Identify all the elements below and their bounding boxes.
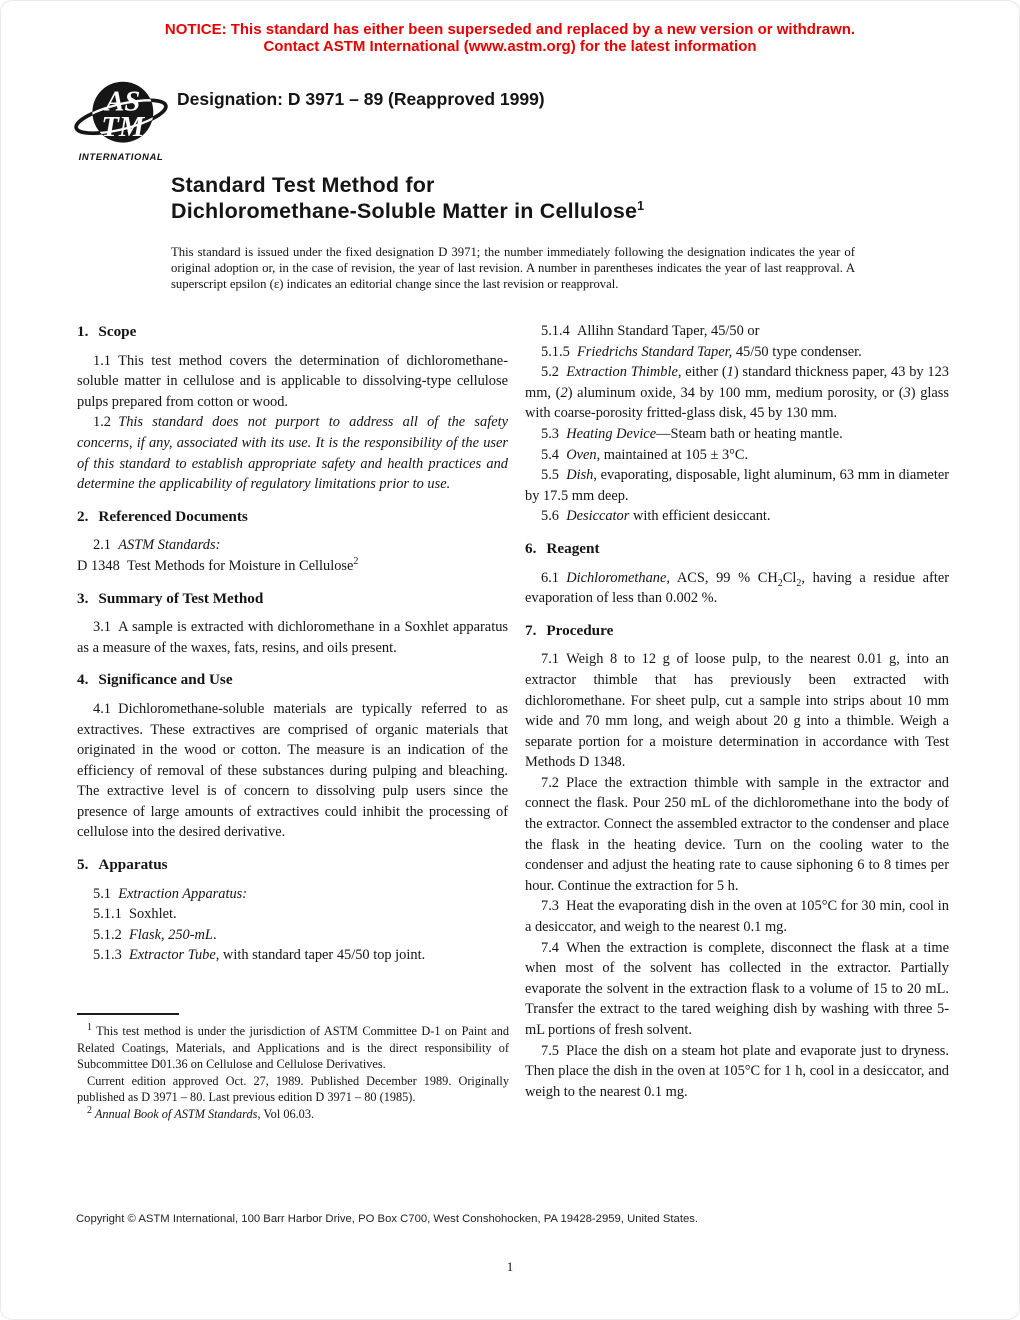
astm-globe-icon xyxy=(73,77,169,151)
section-heading: 7. Procedure xyxy=(525,621,614,639)
title-footnote-ref: 1 xyxy=(637,198,645,213)
issuance-note: This standard is issued under the fixed designation D 3971; the number immediately following the designation indicates the year of original adoption or, in the case of revision, the year of last revision. A number in parentheses indicates the year of last reapproval. A superscript epsilon (ε) indicates an editorial change since the last revision or reapproval. xyxy=(171,245,855,292)
paragraph: 1.1 This test method covers the determination of dichloromethane-soluble matter in cellulose and is applicable to dissolving-type cellulose pulps prepared from cotton or wood. xyxy=(77,352,508,410)
notice-line-2: Contact ASTM International (www.astm.org) for the latest information xyxy=(263,37,757,55)
svg-text:TM: TM xyxy=(101,112,145,144)
logo-caption: INTERNATIONAL xyxy=(78,152,164,163)
paragraph: 5.1.4 Allihn Standard Taper, 45/50 or xyxy=(541,323,760,339)
paragraph: 5.1.5 Friedrichs Standard Taper, 45/50 type condenser. xyxy=(541,343,862,360)
section-heading: 1. Scope xyxy=(77,323,137,340)
copyright-line: Copyright © ASTM International, 100 Barr Harbor Drive, PO Box C700, West Conshohocken, PA 19428-2959, United States. xyxy=(76,1213,699,1225)
paragraph: 5.1.3 Extractor Tube, with standard taper 45/50 top joint. xyxy=(93,947,426,964)
section-heading: 5. Apparatus xyxy=(77,856,168,874)
astm-logo xyxy=(73,77,169,163)
section-heading: 6. Reagent xyxy=(525,539,600,557)
section-heading: 3. Summary of Test Method xyxy=(77,589,264,607)
paragraph: $^1$ This test method is under the jurisdiction of ASTM Committee D-1 on Paint and Related Coatings, Materials, and Applications and is the direct responsibility of Subcommittee D01.36 on Cellulose and Cellulose Derivatives. xyxy=(77,1021,509,1072)
paragraph: 7.3 Heat the evaporating dish in the oven at 105°C for 30 min, cool in a desiccator, and weigh to the nearest 0.1 mg. xyxy=(525,898,949,936)
designation: Designation: D 3971 – 89 (Reapproved 1999) xyxy=(177,89,545,109)
paragraph: 2.1 ASTM Standards: xyxy=(93,537,221,554)
paragraph: 4.1 Dichloromethane-soluble materials are typically referred to as extractives. These extractives are comprised of organic materials that originated in the wood or cotton. The measure is an indication of the efficiency of removal of these substances during pulping and bleaching. The extractive level is of concern to dissolving pulp users since the presence of large amounts of extractives could inhibit the processing of cellulose into the desired derivative. xyxy=(77,700,508,841)
page-title xyxy=(171,172,644,224)
supersession-notice xyxy=(1,22,1019,55)
paragraph: 5.6 Desiccator with efficient desiccant. xyxy=(541,508,771,525)
section-heading: 4. Significance and Use xyxy=(77,671,233,689)
paragraph: 5.5 Dish, evaporating, disposable, light aluminum, 63 mm in diameter by 17.5 mm deep. xyxy=(525,467,949,504)
title-line-1: Standard Test Method for xyxy=(171,173,435,197)
title-line-2: Dichloromethane-Soluble Matter in Cellulose$^1$ xyxy=(171,198,645,223)
paragraph: 5.1.1 Soxhlet. xyxy=(93,906,177,923)
paragraph: 5.3 Heating Device—Steam bath or heating mantle. xyxy=(541,425,843,442)
paragraph: 7.2 Place the extraction thimble with sample in the extractor and connect the flask. Pour 250 mL of the dichloromethane into the body of the extractor. Connect the assembled extractor to the condenser and place the flask in the heating device. Turn on the cooling water to the condenser and adjust the heating rate to cause siphoning 6 to 8 times per hour. Continue the extraction for 5 h. xyxy=(525,774,949,894)
footnote-list xyxy=(77,1023,509,1123)
paragraph: 5.2 Extraction Thimble, either (1) standard thickness paper, 43 by 123 mm, (2) aluminum oxide, 34 by 100 mm, medium porosity, or (3) glass with coarse-porosity fritted-glass disk, 45 by 130 mm. xyxy=(525,364,950,422)
paragraph: 5.4 Oven, maintained at 105 ± 3°C. xyxy=(541,446,749,463)
paragraph: 5.1.2 Flask, 250-mL. xyxy=(93,926,217,943)
left-column xyxy=(77,321,508,966)
section-heading: 2. Referenced Documents xyxy=(77,507,248,525)
paragraph: D 1348 Test Methods for Moisture in Cellulose$^2$ xyxy=(77,556,359,574)
paragraph: 7.4 When the extraction is complete, disconnect the flask at a time when most of the solvent has collected in the extractor. Partially evaporate the solvent in the extraction flask to a volume of 15 to 20 mL. Transfer the extract to the tared weighing dish by washing with three 5-mL portions of fresh solvent. xyxy=(525,939,949,1038)
right-column xyxy=(525,321,949,1102)
paragraph: 6.1 Dichloromethane, ACS, 99 % $CH_2Cl_2$, having a residue after evaporation of less than 0.002 %. xyxy=(525,569,949,607)
paragraph: Current edition approved Oct. 27, 1989. Published December 1989. Originally published as D 3971 – 80. Last previous edition D 3971 – 80 (1985). xyxy=(77,1073,509,1105)
paragraph: 7.1 Weigh 8 to 12 g of loose pulp, to the nearest 0.01 g, into an extractor thimble that has previously been extracted with dichloromethane. For sheet pulp, cut a sample into strips about 10 mm wide and 70 mm long, and weigh about 20 g into a thimble. Weigh a separate portion for a moisture determination in accordance with Test Methods D 1348. xyxy=(525,651,949,771)
paragraph: 7.5 Place the dish on a steam hot plate and evaporate just to dryness. Then place the dish in the oven at 105°C for 1 h, cool in a desiccator, and weigh to the nearest 0.1 mg. xyxy=(525,1042,949,1100)
page-number: 1 xyxy=(506,1259,514,1274)
paragraph: $^2$ Annual Book of ASTM Standards, Vol 06.03. xyxy=(87,1104,315,1121)
notice-line-1: NOTICE: This standard has either been superseded and replaced by a new version or withdrawn. xyxy=(164,21,856,38)
paragraph: 1.2 This standard does not purport to address all of the safety concerns, if any, associated with its use. It is the responsibility of the user of this standard to establish appropriate safety and health practices and determine the applicability of regulatory limitations prior to use. xyxy=(77,414,508,493)
paragraph: 3.1 A sample is extracted with dichloromethane in a Soxhlet apparatus as a measure of the waxes, fats, resins, and oils present. xyxy=(77,619,508,656)
footnotes xyxy=(77,1013,509,1123)
footnote-separator xyxy=(77,1013,179,1015)
svg-text:AS: AS xyxy=(105,86,141,118)
paragraph: 5.1 Extraction Apparatus: xyxy=(93,885,248,902)
